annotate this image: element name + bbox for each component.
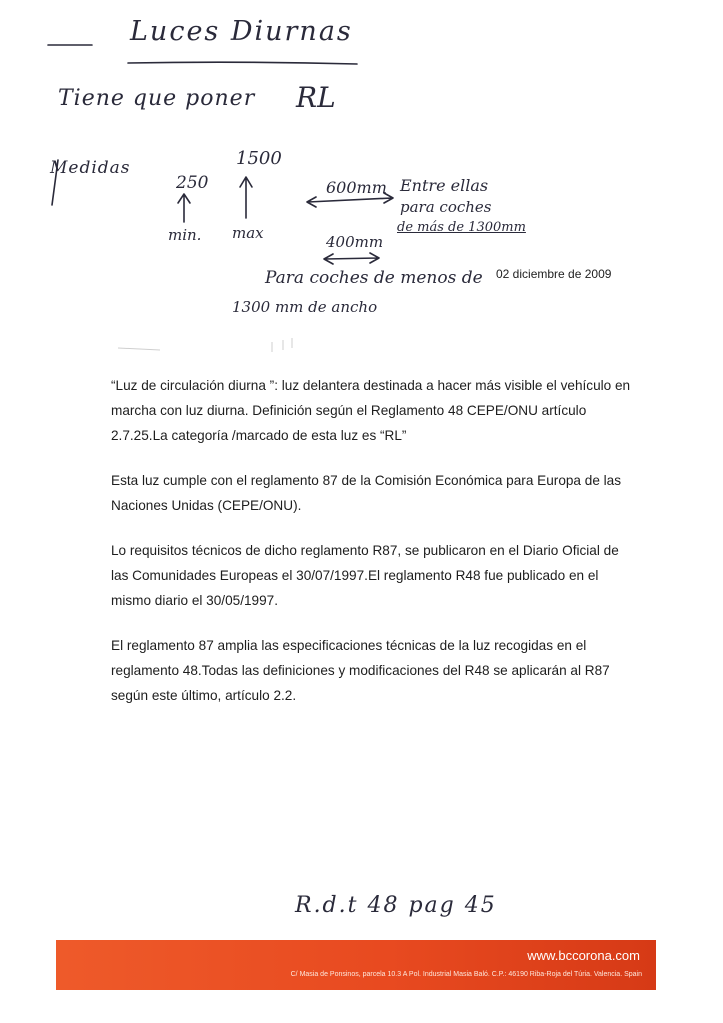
arrow-400-stroke — [324, 253, 379, 264]
handwritten-rl: RL — [296, 81, 336, 114]
handwritten-distance-600: 600mm — [326, 178, 387, 197]
handwritten-para-coches: para coches — [400, 198, 492, 216]
handwritten-medidas: Medidas — [50, 158, 131, 178]
faint-scan-mark — [118, 348, 160, 350]
arrow-up-250-stroke — [178, 194, 190, 222]
handwritten-distance-400: 400mm — [326, 233, 384, 251]
medidas-bracket-stroke — [52, 160, 58, 205]
handwritten-para-menos: Para coches de menos de — [265, 268, 483, 288]
handwritten-entre-ellas: Entre ellas — [400, 176, 489, 195]
paragraph-amplification: El reglamento 87 amplia las especificaciones técnicas de la luz recogidas en el reglamento 48.Todas las definiciones y modificaciones del R48 se aplicarán al R87 según este último, artículo 2.2. — [111, 638, 610, 703]
title-underline-stroke — [128, 62, 357, 64]
paragraph-regulation-87: Esta luz cumple con el reglamento 87 de la Comisión Económica para Europa de las Naciones Unidas (CEPE/ONU). — [111, 473, 622, 513]
arrow-up-1500-stroke — [240, 177, 252, 218]
footer-address: C/ Masia de Ponsinos, parcela 10.3 A Pol. Industrial Masia Baló. C.P.: 46190 Riba-Roja del Túria. Valencia. Spain — [290, 971, 642, 978]
arrow-600-stroke — [307, 193, 393, 207]
handwritten-ancho: 1300 mm de ancho — [232, 298, 378, 316]
handwritten-min-value: 250 — [176, 173, 209, 193]
handwritten-page-reference: R.d.t 48 pag 45 — [295, 893, 497, 918]
handwritten-min-label: min. — [168, 226, 202, 244]
paragraph-publication: Lo requisitos técnicos de dicho reglamento R87, se publicaron en el Diario Oficial de las Comunidades Europeas el 30/07/1997.El reglamento R48 fue publicado en el mismo diario el 30/05/1997. — [111, 543, 619, 608]
footer-url: www.bccorona.com — [527, 948, 640, 963]
handwritten-tiene-que-poner: Tiene que poner — [58, 86, 256, 111]
paragraph-definition: “Luz de circulación diurna ”: luz delantera destinada a hacer más visible el vehículo en marcha con luz diurna. Definición según el Reglamento 48 CEPE/ONU artículo 2.7.25.La categoría /marcado de esta luz es “RL” — [111, 378, 631, 443]
handwritten-max-label: max — [232, 224, 264, 242]
body-text — [111, 373, 631, 728]
handwritten-title: Luces Diurnas — [130, 16, 353, 47]
faint-scan-tick — [272, 338, 292, 352]
document-date: 02 diciembre de 2009 — [496, 267, 612, 281]
handwritten-max-value: 1500 — [236, 148, 282, 169]
footer-band — [56, 940, 656, 990]
handwritten-de-mas: de más de 1300mm — [397, 220, 526, 235]
